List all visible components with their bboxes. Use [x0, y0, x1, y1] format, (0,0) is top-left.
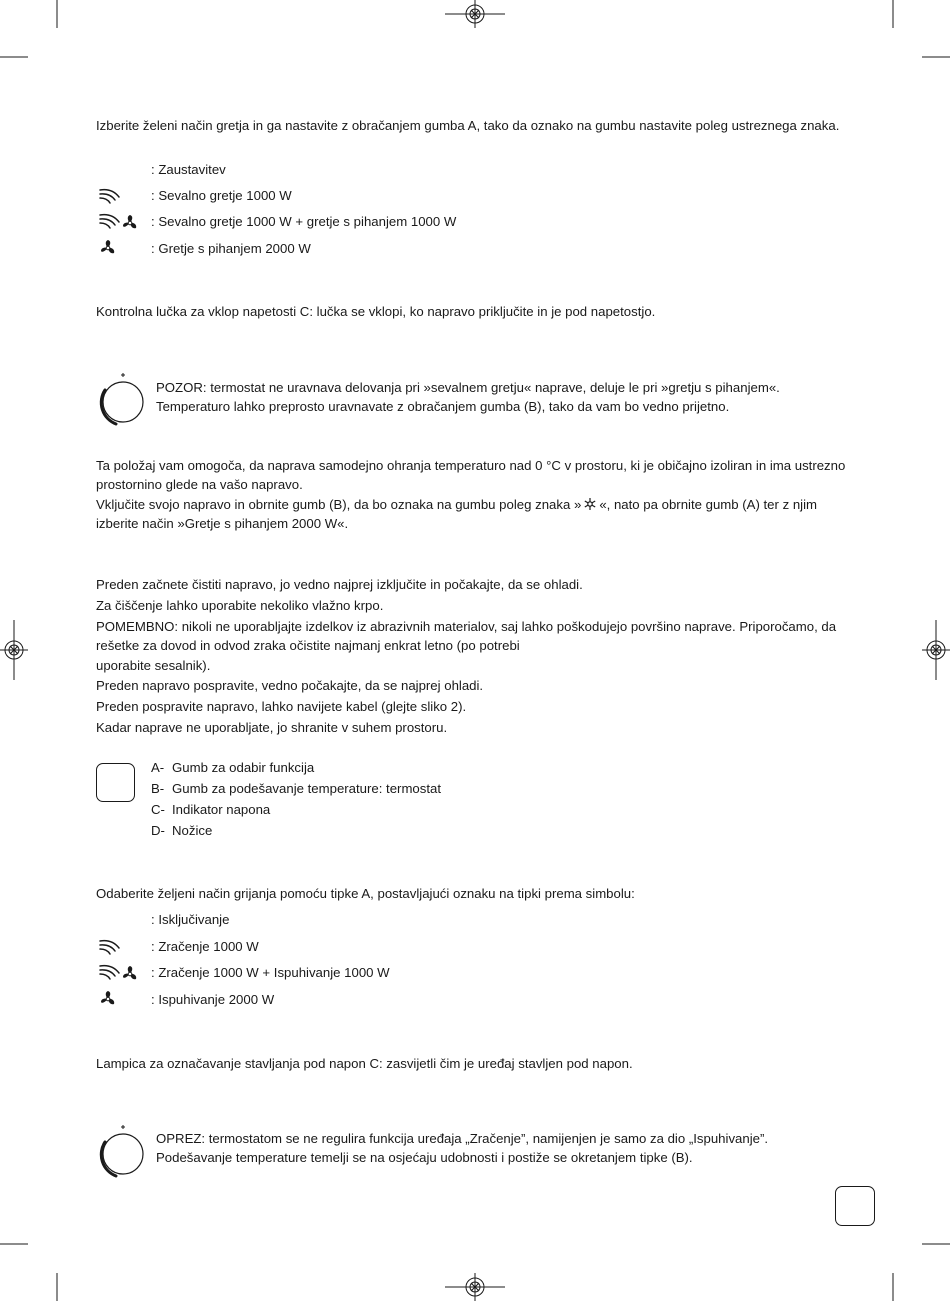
sl-cleaning-line: Preden napravo pospravite, vedno počakajte, da se najprej ohladi.	[96, 678, 484, 693]
thermostat-dial-icon	[96, 372, 150, 426]
sl-cleaning-line: POMEMBNO: nikoli ne uporabljajte izdelkov iz abrazivnih materialov, saj lahko poškodujejo površino naprave. Priporočamo, da rešetke za dovod in odvod zraka očistite najmanj enkrat letno (po potrebi	[96, 619, 837, 653]
hr-mode-label: : Zračenje 1000 W	[151, 939, 259, 954]
sl-thermostat-line-2: Temperaturo lahko preprosto uravnavate z obračanjem gumba (B), tako da vam bo vedno prijetno.	[156, 399, 730, 414]
registration-mark-top	[445, 0, 505, 30]
sl-mode-label: : Sevalno gretje 1000 W	[151, 188, 292, 203]
section-marker-box	[96, 763, 135, 802]
legend-text: Nožice	[172, 823, 213, 838]
thermostat-dial-icon	[96, 1124, 150, 1178]
legend-letter: D-	[151, 823, 165, 838]
hr-thermostat-line-1: OPREZ: termostatom se ne regulira funkcija uređaja „Zračenje”, namijenjen je samo za dio „Ispuhivanje”.	[156, 1131, 769, 1146]
sl-mode-label: : Zaustavitev	[151, 162, 226, 177]
page-number-box	[835, 1186, 875, 1226]
sl-frost-paragraph-1: Ta položaj vam omogoča, da naprava samodejno ohranja temperaturo nad 0 °C v prostoru, ki je običajno izoliran in ima ustrezno prostornino glede na vašo napravo.	[96, 458, 846, 492]
radiant-heat-icon	[98, 938, 122, 956]
hr-legend-item	[151, 781, 441, 796]
fan-icon	[99, 239, 117, 257]
sl-mode-intro: Izberite želeni način gretja in ga nastavite z obračanjem gumba A, tako da oznako na gumbu nastavite poleg ustreznega znaka.	[96, 118, 840, 133]
legend-text: Gumb za podešavanje temperature: termostat	[172, 781, 442, 796]
sl-frost-text-after: «, nato pa obrnite gumb (A) ter z njim izberite način »Gretje s pihanjem 2000 W«.	[96, 497, 818, 531]
sl-mode-label: : Gretje s pihanjem 2000 W	[151, 241, 311, 256]
hr-legend-item	[151, 760, 314, 775]
registration-mark-bottom	[445, 1271, 505, 1301]
hr-mode-intro: Odaberite željeni način grijanja pomoću tipke A, postavljajući oznaku na tipki prema simbolu:	[96, 886, 635, 901]
sl-cleaning-line: Za čiščenje lahko uporabite nekoliko vlažno krpo.	[96, 598, 384, 613]
fan-icon	[121, 965, 139, 983]
radiant-heat-icon	[98, 187, 122, 205]
registration-mark-right	[920, 620, 950, 680]
snowflake-icon	[583, 497, 597, 511]
legend-letter: A-	[151, 760, 165, 775]
hr-legend-item	[151, 823, 212, 838]
registration-mark-left	[0, 620, 30, 680]
sl-cleaning-line: Preden pospravite napravo, lahko navijete kabel (glejte sliko 2).	[96, 699, 467, 714]
sl-cleaning-line: uporabite sesalnik).	[96, 658, 211, 673]
sl-thermostat-line-1: POZOR: termostat ne uravnava delovanja pri »sevalnem gretju« naprave, deluje le pri »gretju s pihanjem«.	[156, 380, 780, 395]
legend-text: Indikator napona	[172, 802, 271, 817]
sl-indicator-text: Kontrolna lučka za vklop napetosti C: lučka se vklopi, ko napravo priključite in je pod napetostjo.	[96, 304, 656, 319]
hr-mode-label: : Ispuhivanje 2000 W	[151, 992, 275, 1007]
fan-icon	[121, 214, 139, 232]
fan-icon	[99, 990, 117, 1008]
hr-thermostat-line-2: Podešavanje temperature temelji se na osjećaju udobnosti i postiže se okretanjem tipke (B).	[156, 1150, 693, 1165]
sl-mode-label: : Sevalno gretje 1000 W + gretje s pihanjem 1000 W	[151, 214, 457, 229]
legend-letter: C-	[151, 802, 165, 817]
sl-frost-text-before: Vključite svojo napravo in obrnite gumb (B), da bo oznaka na gumbu poleg znaka »	[96, 497, 582, 512]
legend-letter: B-	[151, 781, 165, 796]
radiant-heat-icon	[98, 212, 122, 230]
sl-cleaning-line: Preden začnete čistiti napravo, jo vedno najprej izključite in počakajte, da se ohladi.	[96, 577, 583, 592]
hr-legend-item	[151, 802, 270, 817]
hr-mode-label: : Zračenje 1000 W + Ispuhivanje 1000 W	[151, 965, 390, 980]
hr-mode-label: : Isključivanje	[151, 912, 230, 927]
hr-indicator-text: Lampica za označavanje stavljanja pod napon C: zasvijetli čim je uređaj stavljen pod napon.	[96, 1056, 633, 1071]
sl-frost-paragraph-2	[96, 496, 856, 533]
radiant-heat-icon	[98, 963, 122, 981]
sl-cleaning-line: Kadar naprave ne uporabljate, jo shranite v suhem prostoru.	[96, 720, 448, 735]
legend-text: Gumb za odabir funkcija	[172, 760, 315, 775]
